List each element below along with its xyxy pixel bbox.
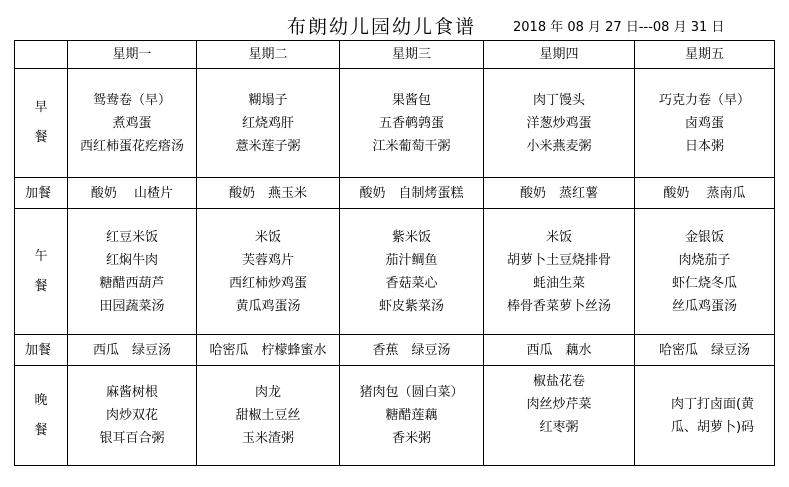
header-row	[15, 41, 775, 69]
meal-label-cell	[15, 366, 68, 466]
lunch-cell	[197, 209, 340, 335]
dinner-cell	[635, 366, 775, 466]
dish: 麻酱树根	[105, 385, 158, 400]
dish: 糊塌子	[248, 92, 288, 108]
dish: 丝瓜鸡蛋汤	[671, 298, 737, 314]
snack-cell: 酸奶 蒸南瓜	[635, 178, 775, 209]
snack-row-2	[15, 335, 775, 366]
dish: 香米粥	[391, 431, 431, 446]
breakfast-row	[15, 69, 775, 178]
corner-cell	[15, 41, 68, 69]
dinner-cell	[484, 366, 635, 466]
title-row	[0, 12, 789, 40]
dish: 棒骨香菜萝卜丝汤	[506, 298, 611, 314]
day-header: 星期一	[68, 41, 197, 69]
dish: 西红柿炒鸡蛋	[228, 275, 307, 291]
lunch-cell	[68, 209, 197, 335]
dish: 日本粥	[684, 138, 724, 154]
snack-cell: 香蕉 绿豆汤	[340, 335, 484, 366]
snack-cell: 西瓜 绿豆汤	[68, 335, 197, 366]
date-range: 2018 年 08 月 27 日---08 月 31 日	[513, 20, 725, 35]
dinner-cell	[340, 366, 484, 466]
dish: 金银饭	[684, 229, 724, 245]
dish: 糖醋莲藕	[385, 408, 438, 423]
dish: 糖醋西葫芦	[99, 275, 165, 291]
dish: 肉丝炒芹菜	[526, 397, 592, 412]
day-header: 星期五	[635, 41, 775, 69]
dish: 黄瓜鸡蛋汤	[235, 298, 301, 314]
dish: 江米葡萄干粥	[372, 138, 451, 154]
dish: 鸳鸯卷（早）	[92, 92, 171, 108]
meal-label-dinner: 晚餐	[34, 392, 48, 438]
dish: 肉丁打卤面(黄瓜、胡萝卜)码	[670, 396, 755, 435]
dish: 胡萝卜土豆烧排骨	[506, 252, 611, 268]
meal-label-snack: 加餐	[15, 178, 68, 209]
dish: 肉龙	[254, 385, 281, 400]
lunch-row	[15, 209, 775, 335]
dish: 红枣粥	[539, 420, 579, 435]
dish: 果酱包	[391, 92, 431, 108]
lunch-cell	[340, 209, 484, 335]
dinner-row	[15, 366, 775, 466]
day-header: 星期四	[484, 41, 635, 69]
dish: 红豆米饭	[105, 229, 158, 245]
dish: 猪肉包（圆白菜）	[359, 385, 464, 400]
snack-cell: 酸奶 山楂片	[68, 178, 197, 209]
dish: 肉烧茄子	[678, 252, 731, 268]
dish: 米饭	[545, 229, 572, 245]
lunch-cell	[635, 209, 775, 335]
snack-cell: 酸奶 自制烤蛋糕	[340, 178, 484, 209]
dish: 茄汁鲷鱼	[385, 252, 438, 268]
snack-cell: 酸奶 燕玉米	[197, 178, 340, 209]
meal-label-breakfast: 早餐	[34, 100, 48, 145]
snack-cell: 西瓜 藕水	[484, 335, 635, 366]
day-header: 星期三	[340, 41, 484, 69]
breakfast-cell	[197, 69, 340, 178]
dinner-cell	[197, 366, 340, 466]
breakfast-cell	[340, 69, 484, 178]
snack-cell: 哈密瓜 柠檬蜂蜜水	[197, 335, 340, 366]
dish: 芙蓉鸡片	[241, 252, 294, 268]
dish: 香菇菜心	[385, 275, 438, 291]
dish: 西红柿蛋花疙瘩汤	[79, 138, 184, 154]
dish: 卤鸡蛋	[684, 115, 724, 131]
dish: 虾皮紫菜汤	[378, 298, 444, 314]
dish: 玉米渣粥	[241, 431, 294, 446]
snack-cell: 酸奶 蒸红薯	[484, 178, 635, 209]
dinner-cell	[68, 366, 197, 466]
dish: 五香鹌鹑蛋	[378, 115, 444, 131]
meal-label-cell	[15, 69, 68, 178]
meal-label-snack: 加餐	[15, 335, 68, 366]
meal-label-cell	[15, 209, 68, 335]
dish: 蚝油生菜	[532, 275, 585, 291]
dish: 小米燕麦粥	[526, 138, 592, 154]
dish: 田园蔬菜汤	[99, 298, 165, 314]
day-header: 星期二	[197, 41, 340, 69]
breakfast-cell	[484, 69, 635, 178]
dish: 米饭	[254, 229, 281, 245]
dish: 银耳百合粥	[99, 431, 165, 446]
dish: 肉炒双花	[105, 408, 158, 423]
snack-row-1	[15, 178, 775, 209]
page-title: 布朗幼儿园幼儿食谱	[287, 16, 477, 38]
dish: 椒盐花卷	[532, 374, 585, 389]
breakfast-cell	[68, 69, 197, 178]
dish: 煮鸡蛋	[112, 115, 152, 131]
dish: 虾仁烧冬瓜	[671, 275, 737, 291]
dish: 红烧鸡肝	[241, 115, 294, 131]
dish: 薏米莲子粥	[235, 138, 301, 154]
meal-label-lunch: 午餐	[34, 248, 48, 294]
dish: 洋葱炒鸡蛋	[526, 115, 592, 131]
breakfast-cell	[635, 69, 775, 178]
dish: 甜椒土豆丝	[235, 408, 301, 423]
lunch-cell	[484, 209, 635, 335]
dish: 肉丁馒头	[532, 92, 585, 108]
dish: 红焖牛肉	[105, 252, 158, 268]
menu-table	[14, 40, 775, 466]
snack-cell: 哈密瓜 绿豆汤	[635, 335, 775, 366]
dish: 巧克力卷（早）	[658, 92, 750, 108]
dish: 紫米饭	[391, 229, 431, 245]
